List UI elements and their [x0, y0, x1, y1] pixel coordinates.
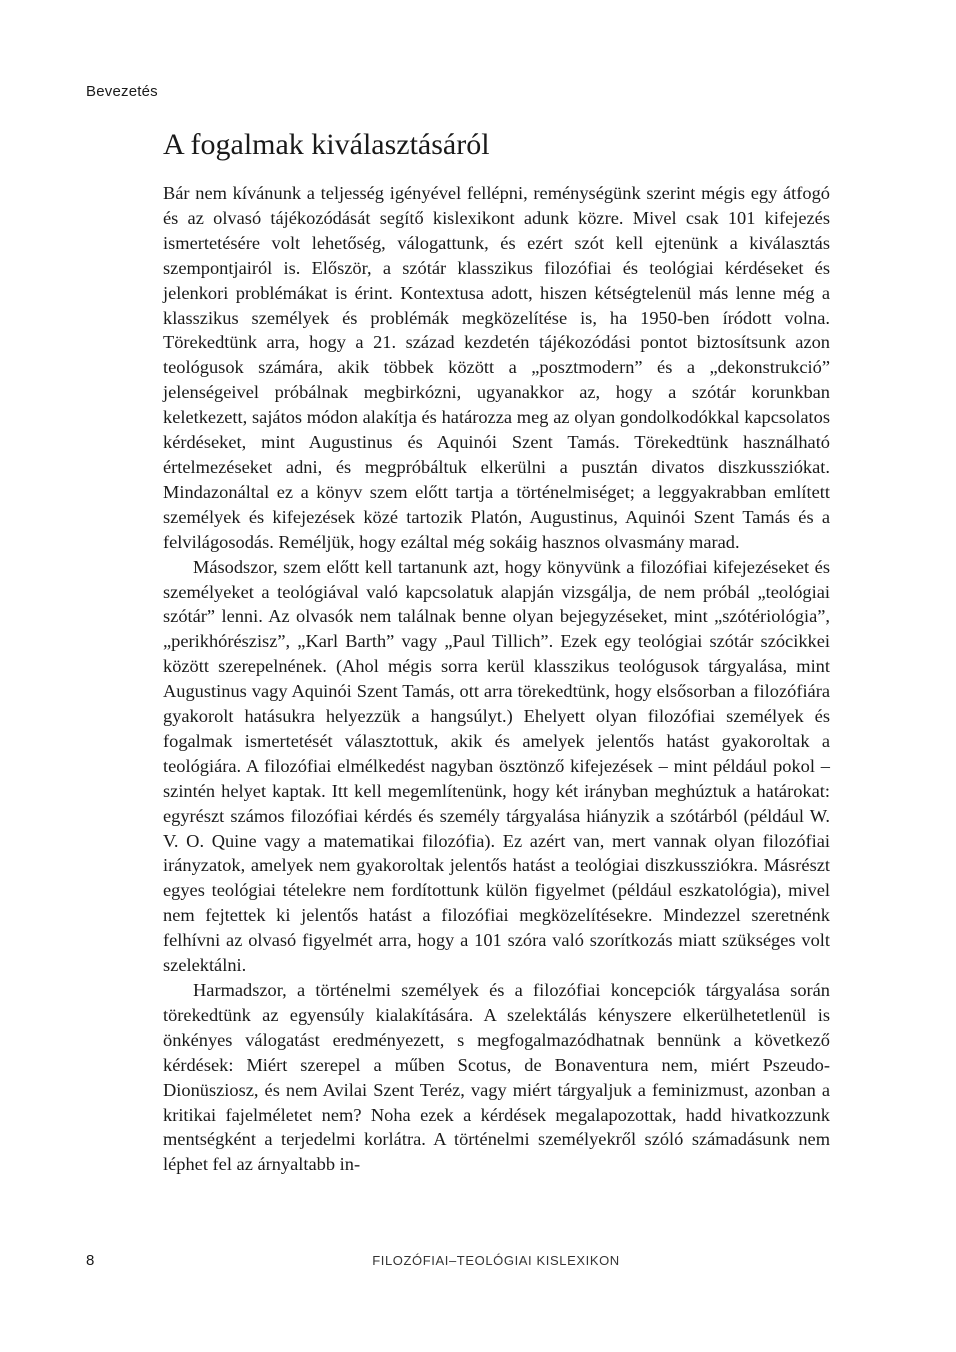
running-foot: FILOZÓFIAI–TEOLÓGIAI KISLEXIKON: [372, 1253, 620, 1268]
body-text: [163, 181, 830, 1177]
paragraph-1: Bár nem kívánunk a teljesség igényével fellépni, reménységünk szerint mégis egy átfogó és az olvasó tájékozódását segítő kislexikont adunk közre. Mivel csak 101 kifejezés ismertetésére volt lehetőség, válogattunk, és ezért szót kell ejtenünk a kiválasztás szempontjairól is. Először, a szótár klasszikus filozófiai és teológiai kérdéseket és jelenkori problémákat is érint. Kontextusa adott, hiszen kétségtelenül más lenne még a klasszikus személyek és problémák megközelítése is, ha 1950-ben íródott volna. Törekedtünk arra, hogy a 21. század kezdetén tájékozódási pontot biztosítsunk azon teológusok számára, akik többek között a „posztmodern” és a „dekonstrukció” jelenségeivel próbálnak megbirkózni, ugyanakkor az, hogy a szótár korunkban keletkezett, sajátos módon alakítja és határozza meg az olyan gondolkodókkal kapcsolatos kérdéseket, mint Augustinus és Aquinói Szent Tamás. Törekedtünk használható értelmezéseket adni, és megpróbáltuk elkerülni a pusztán divatos diszkussziókat. Mindazonáltal ez a könyv szem előtt tartja a történelmiséget; a leggyakrabban említett személyek és kifejezések közé tartozik Platón, Augustinus, Aquinói Szent Tamás és a felvilágosodás. Reméljük, hogy ezáltal még sokáig hasznos olvasmány marad.: [163, 183, 830, 552]
paragraph-3: Harmadszor, a történelmi személyek és a filozófiai koncepciók tárgyalása során törekedtünk az egyensúly kialakítására. A szelektálás kényszere elkerülhetetlenül is önkényes válogatást eredményezett, s megfogalmazódhatnak bennünk a következő kérdések: Miért szerepel a műben Scotus, de Bonaventura nem, miért Pszeudo-Dionüsziosz, és nem Avilai Szent Teréz, vagy miért tárgyaljuk a feminizmust, azonban a kritikai fajelméletet nem? Noha ezek a kérdések megalapozottak, hadd hivatkozzunk mentségként a terjedelmi korlátra. A történelmi személyekről szóló számadásunk nem léphet fel az árnyaltabb in-: [163, 980, 830, 1175]
running-head: Bevezetés: [86, 83, 158, 100]
chapter-title: A fogalmak kiválasztásáról: [163, 128, 490, 161]
paragraph-2: Másodszor, szem előtt kell tartanunk azt, hogy könyvünk a filozófiai kifejezéseket és személyeket a teológiával való kapcsolatuk alapján vizsgálja, de nem próbál „teológiai szótár” lenni. Az olvasók nem találnak benne olyan bejegyzéseket, mint „szótériológia”, „perikhórészisz”, „Karl Barth” vagy „Paul Tillich”. Ezek egy teológiai szótár szócikkei között szerepelnének. (Ahol mégis sorra kerül klasszikus teológusok tárgyalása, mint Augustinus vagy Aquinói Szent Tamás, ott arra törekedtünk, hogy elsősorban a filozófiára gyakorolt hatásukra helyezzük a hangsúlyt.) Ehelyett olyan filozófiai személyek és fogalmak ismertetését választottuk, akik és amelyek jelentős hatást gyakoroltak a teológiára. A filozófiai elmélkedést nagyban ösztönző kifejezések – mint például pokol – szintén helyet kaptak. Itt kell megemlítenünk, hogy két irányban meghúztuk a határokat: egyrészt számos filozófiai kérdés és személy tárgyalása hiányzik a szótárból (például W. V. O. Quine vagy a matematikai filozófia). Ez azért van, mert vannak olyan filozófiai irányzatok, amelyek nem gyakoroltak jelentős hatást a teológiai diszkussziókra. Másrészt egyes teológiai tételekre nem fordítottunk külön figyelmet (például eszkatológia), mivel nem fejtettek ki jelentős hatást a filozófiai megközelítésekre. Mindezzel szeretnénk felhívni az olvasó figyelmét arra, hogy a 101 szóra való szorítkozás miatt szükséges volt szelektálni.: [163, 556, 830, 976]
page-number: 8: [86, 1252, 95, 1269]
